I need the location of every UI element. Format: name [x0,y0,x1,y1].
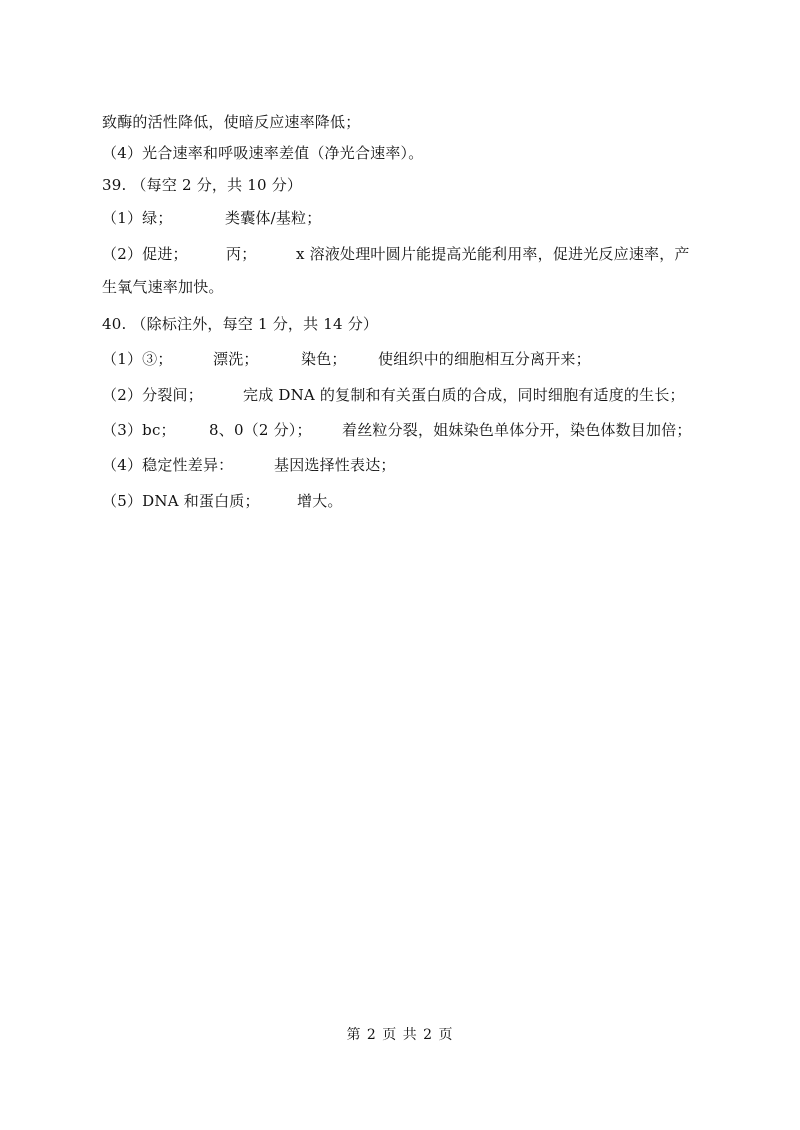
answer-text: （3）bc； [102,421,176,439]
answer-text: 8、0（2 分）； [209,421,312,439]
answer-text: 基因选择性表达； [274,456,396,474]
question-heading: 39. （每空 2 分，共 10 分） [102,176,303,194]
answer-text: 类囊体/基粒； [225,209,322,227]
answer-text: 漂洗； [213,350,259,368]
question-heading: 40. （除标注外，每空 1 分，共 14 分） [102,315,379,333]
answer-text: （2）促进； [102,245,188,263]
answer-text: 增大。 [297,492,343,510]
answer-text: 生氧气速率加快。 [102,278,224,296]
answer-text: （1）③； [102,350,173,368]
answer-text: x 溶液处理叶圆片能提高光能利用率，促进光反应速率，产 [296,245,690,263]
answer-text: 致酶的活性降低，使暗反应速率降低； [102,113,361,131]
page-footer [0,1026,800,1044]
answer-text: 着丝粒分裂，姐妹染色单体分开，染色体数目加倍； [342,421,692,439]
answer-text: （4）稳定性差异： [102,456,234,474]
answer-text: （2）分裂间； [102,386,203,404]
answer-text: 丙； [226,245,257,263]
answer-text: （5）DNA 和蛋白质； [102,492,260,510]
page-number-label: 第 2 页 共 2 页 [346,1027,454,1043]
answer-text: 使组织中的细胞相互分离开来； [378,350,591,368]
answer-text: （1）绿； [102,209,173,227]
answer-text: （4）光合速率和呼吸速率差值（净光合速率）。 [102,144,424,162]
answer-text: 完成 DNA 的复制和有关蛋白质的合成，同时细胞有适度的生长； [243,386,685,404]
answer-text: 染色； [301,350,347,368]
